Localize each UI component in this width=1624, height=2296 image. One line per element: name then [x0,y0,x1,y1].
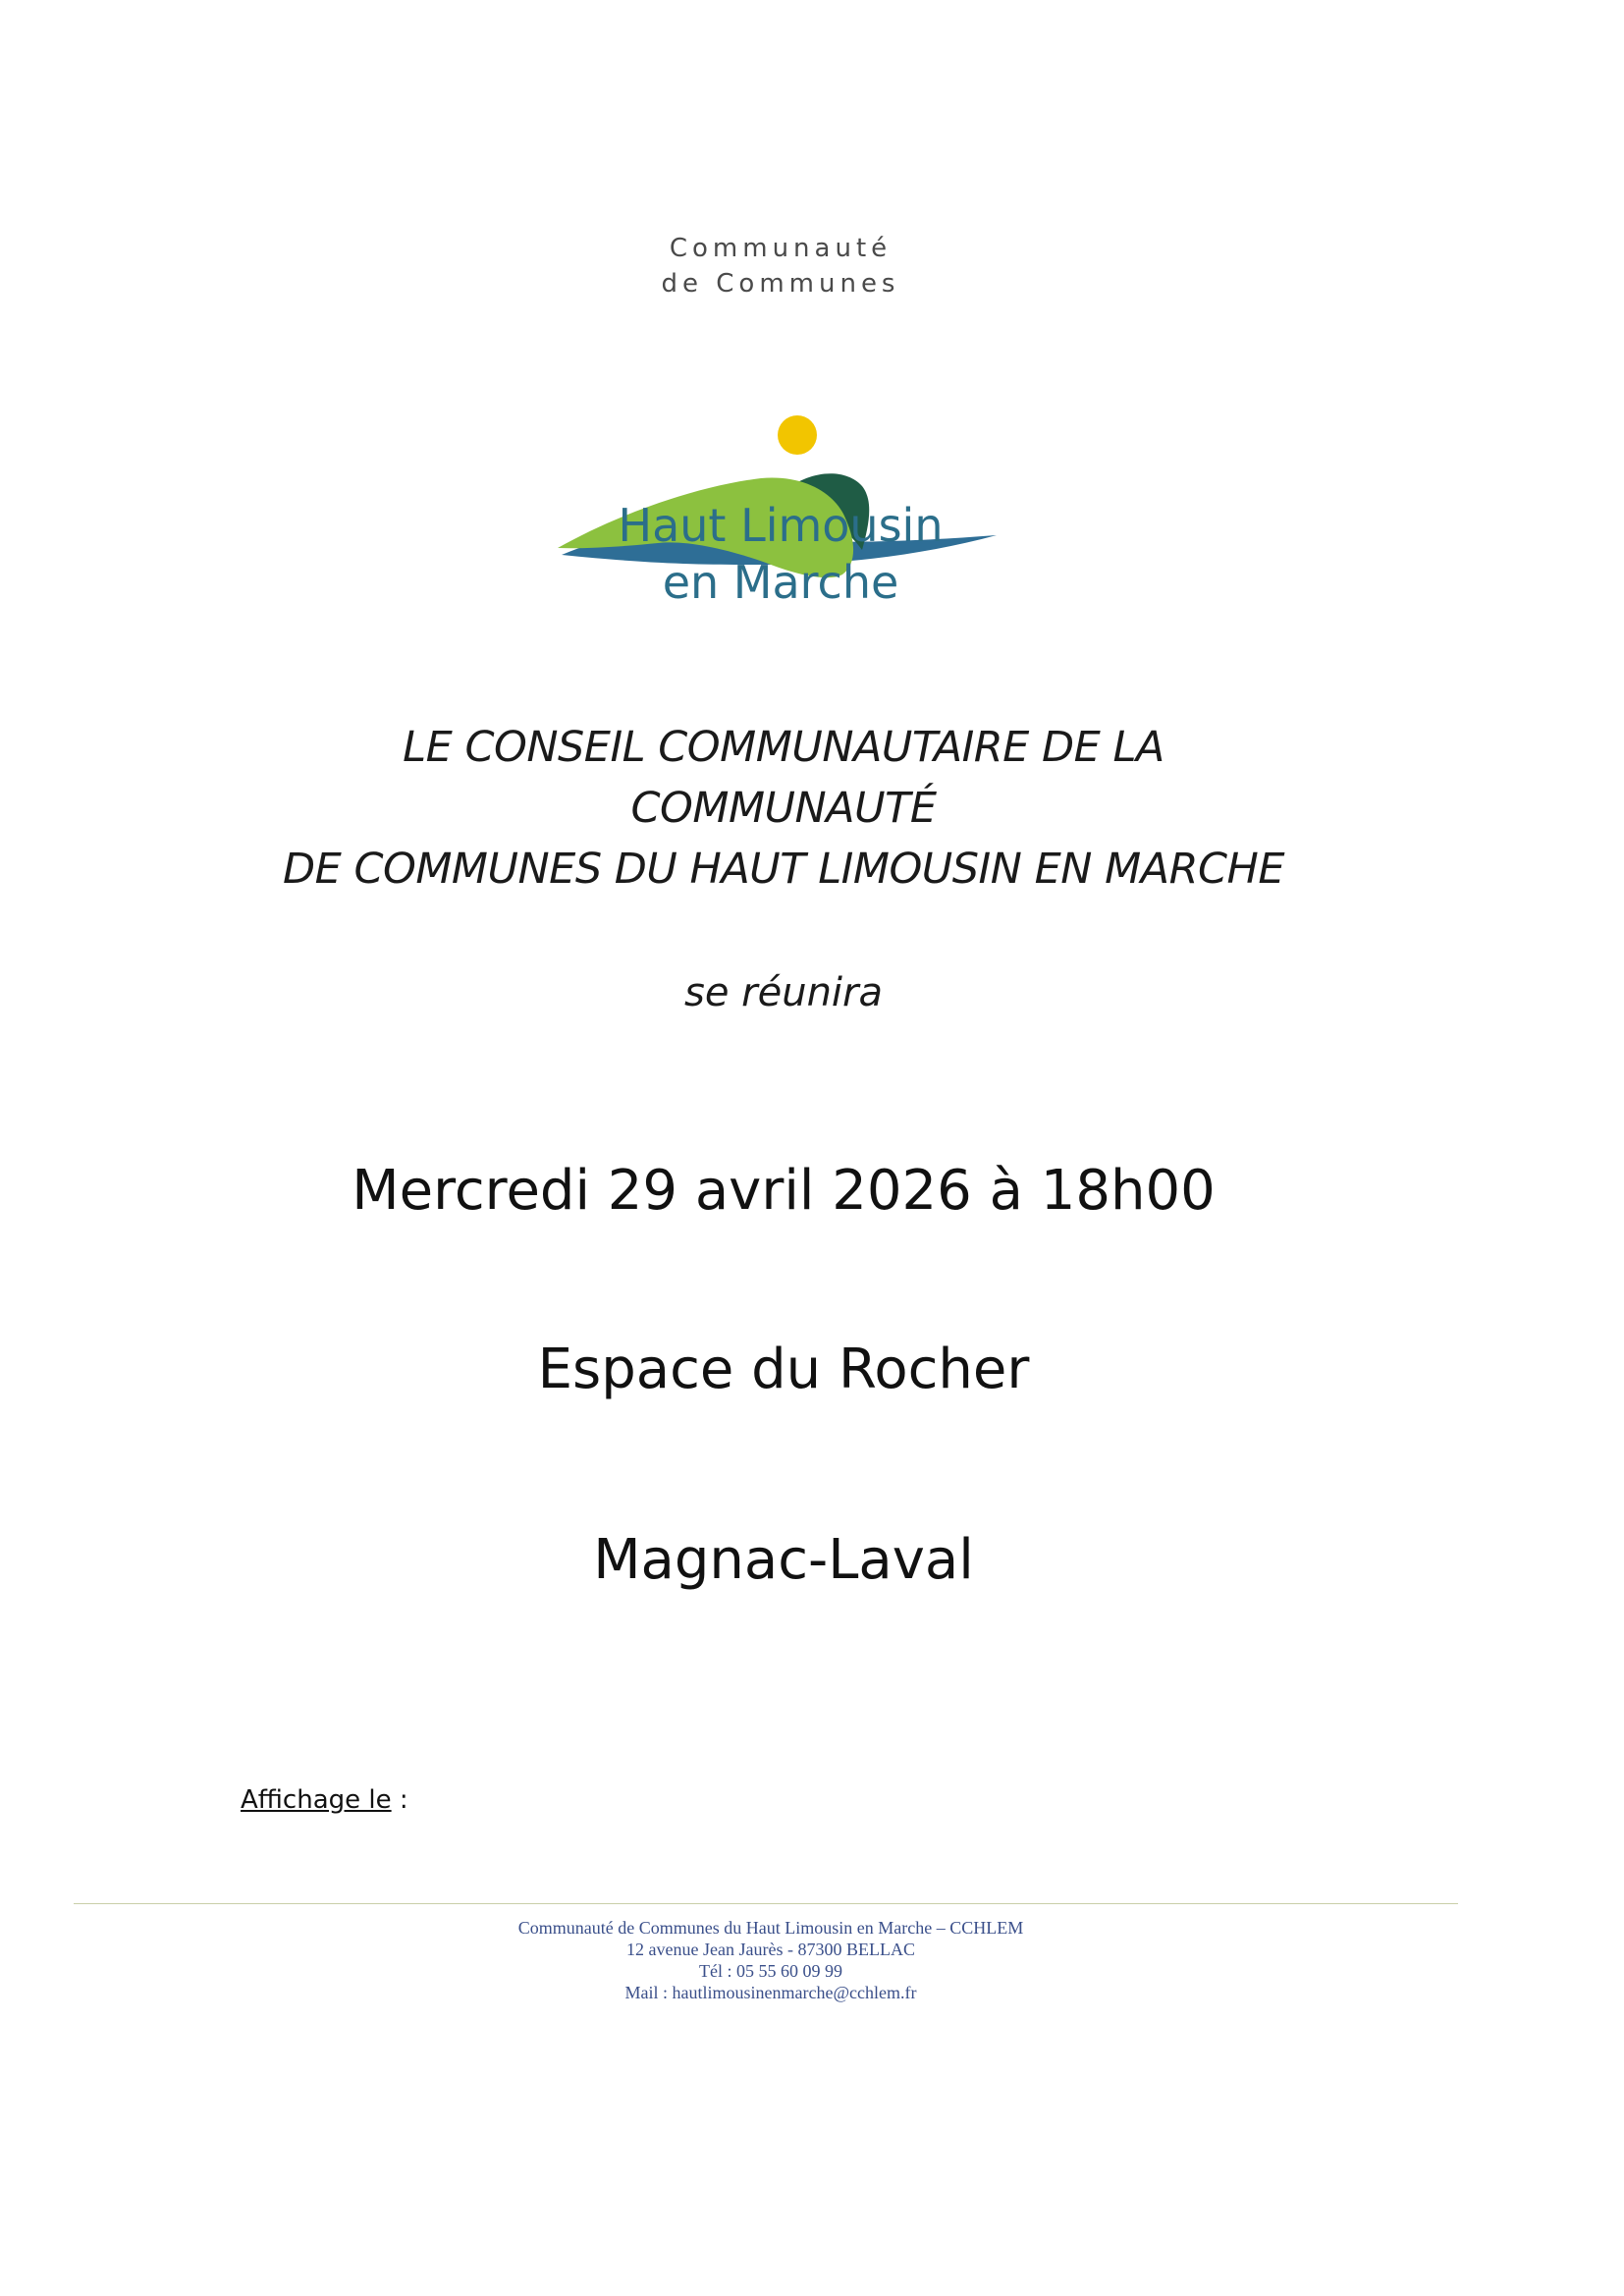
affichage-colon: : [391,1785,408,1815]
footer-phone: Tél : 05 55 60 09 99 [699,1961,842,1981]
footer-email: Mail : hautlimousinenmarche@cchlem.fr [624,1983,917,2002]
logo-text-communaute: Communauté [669,234,893,263]
logo-name-en-marche: en Marche [662,556,899,609]
heading-line-1: LE CONSEIL COMMUNAUTAIRE DE LA [403,723,1164,772]
meeting-venue: Espace du Rocher [537,1338,1030,1401]
organization-logo [550,226,1011,619]
heading-line-3: DE COMMUNES DU HAUT LIMOUSIN EN MARCHE [283,845,1284,894]
affichage-label: Affichage le [241,1785,392,1815]
meeting-subheading: se réunira [684,970,883,1015]
footer-address: 12 avenue Jean Jaurès - 87300 BELLAC [626,1940,915,1959]
footer-contact [324,1917,1218,2003]
footer-organization: Communauté de Communes du Haut Limousin en Marche – CCHLEM [517,1918,1024,1938]
logo-name-haut-limousin: Haut Limousin [618,499,944,552]
meeting-town: Magnac-Laval [593,1528,974,1592]
footer-divider [74,1903,1458,1904]
heading-line-2: COMMUNAUTÉ [630,784,937,833]
council-heading [147,717,1420,900]
meeting-date: Mercredi 29 avril 2026 à 18h00 [352,1159,1216,1223]
logo-text-de-communes: de Communes [661,269,900,299]
affichage-field [241,1785,408,1815]
